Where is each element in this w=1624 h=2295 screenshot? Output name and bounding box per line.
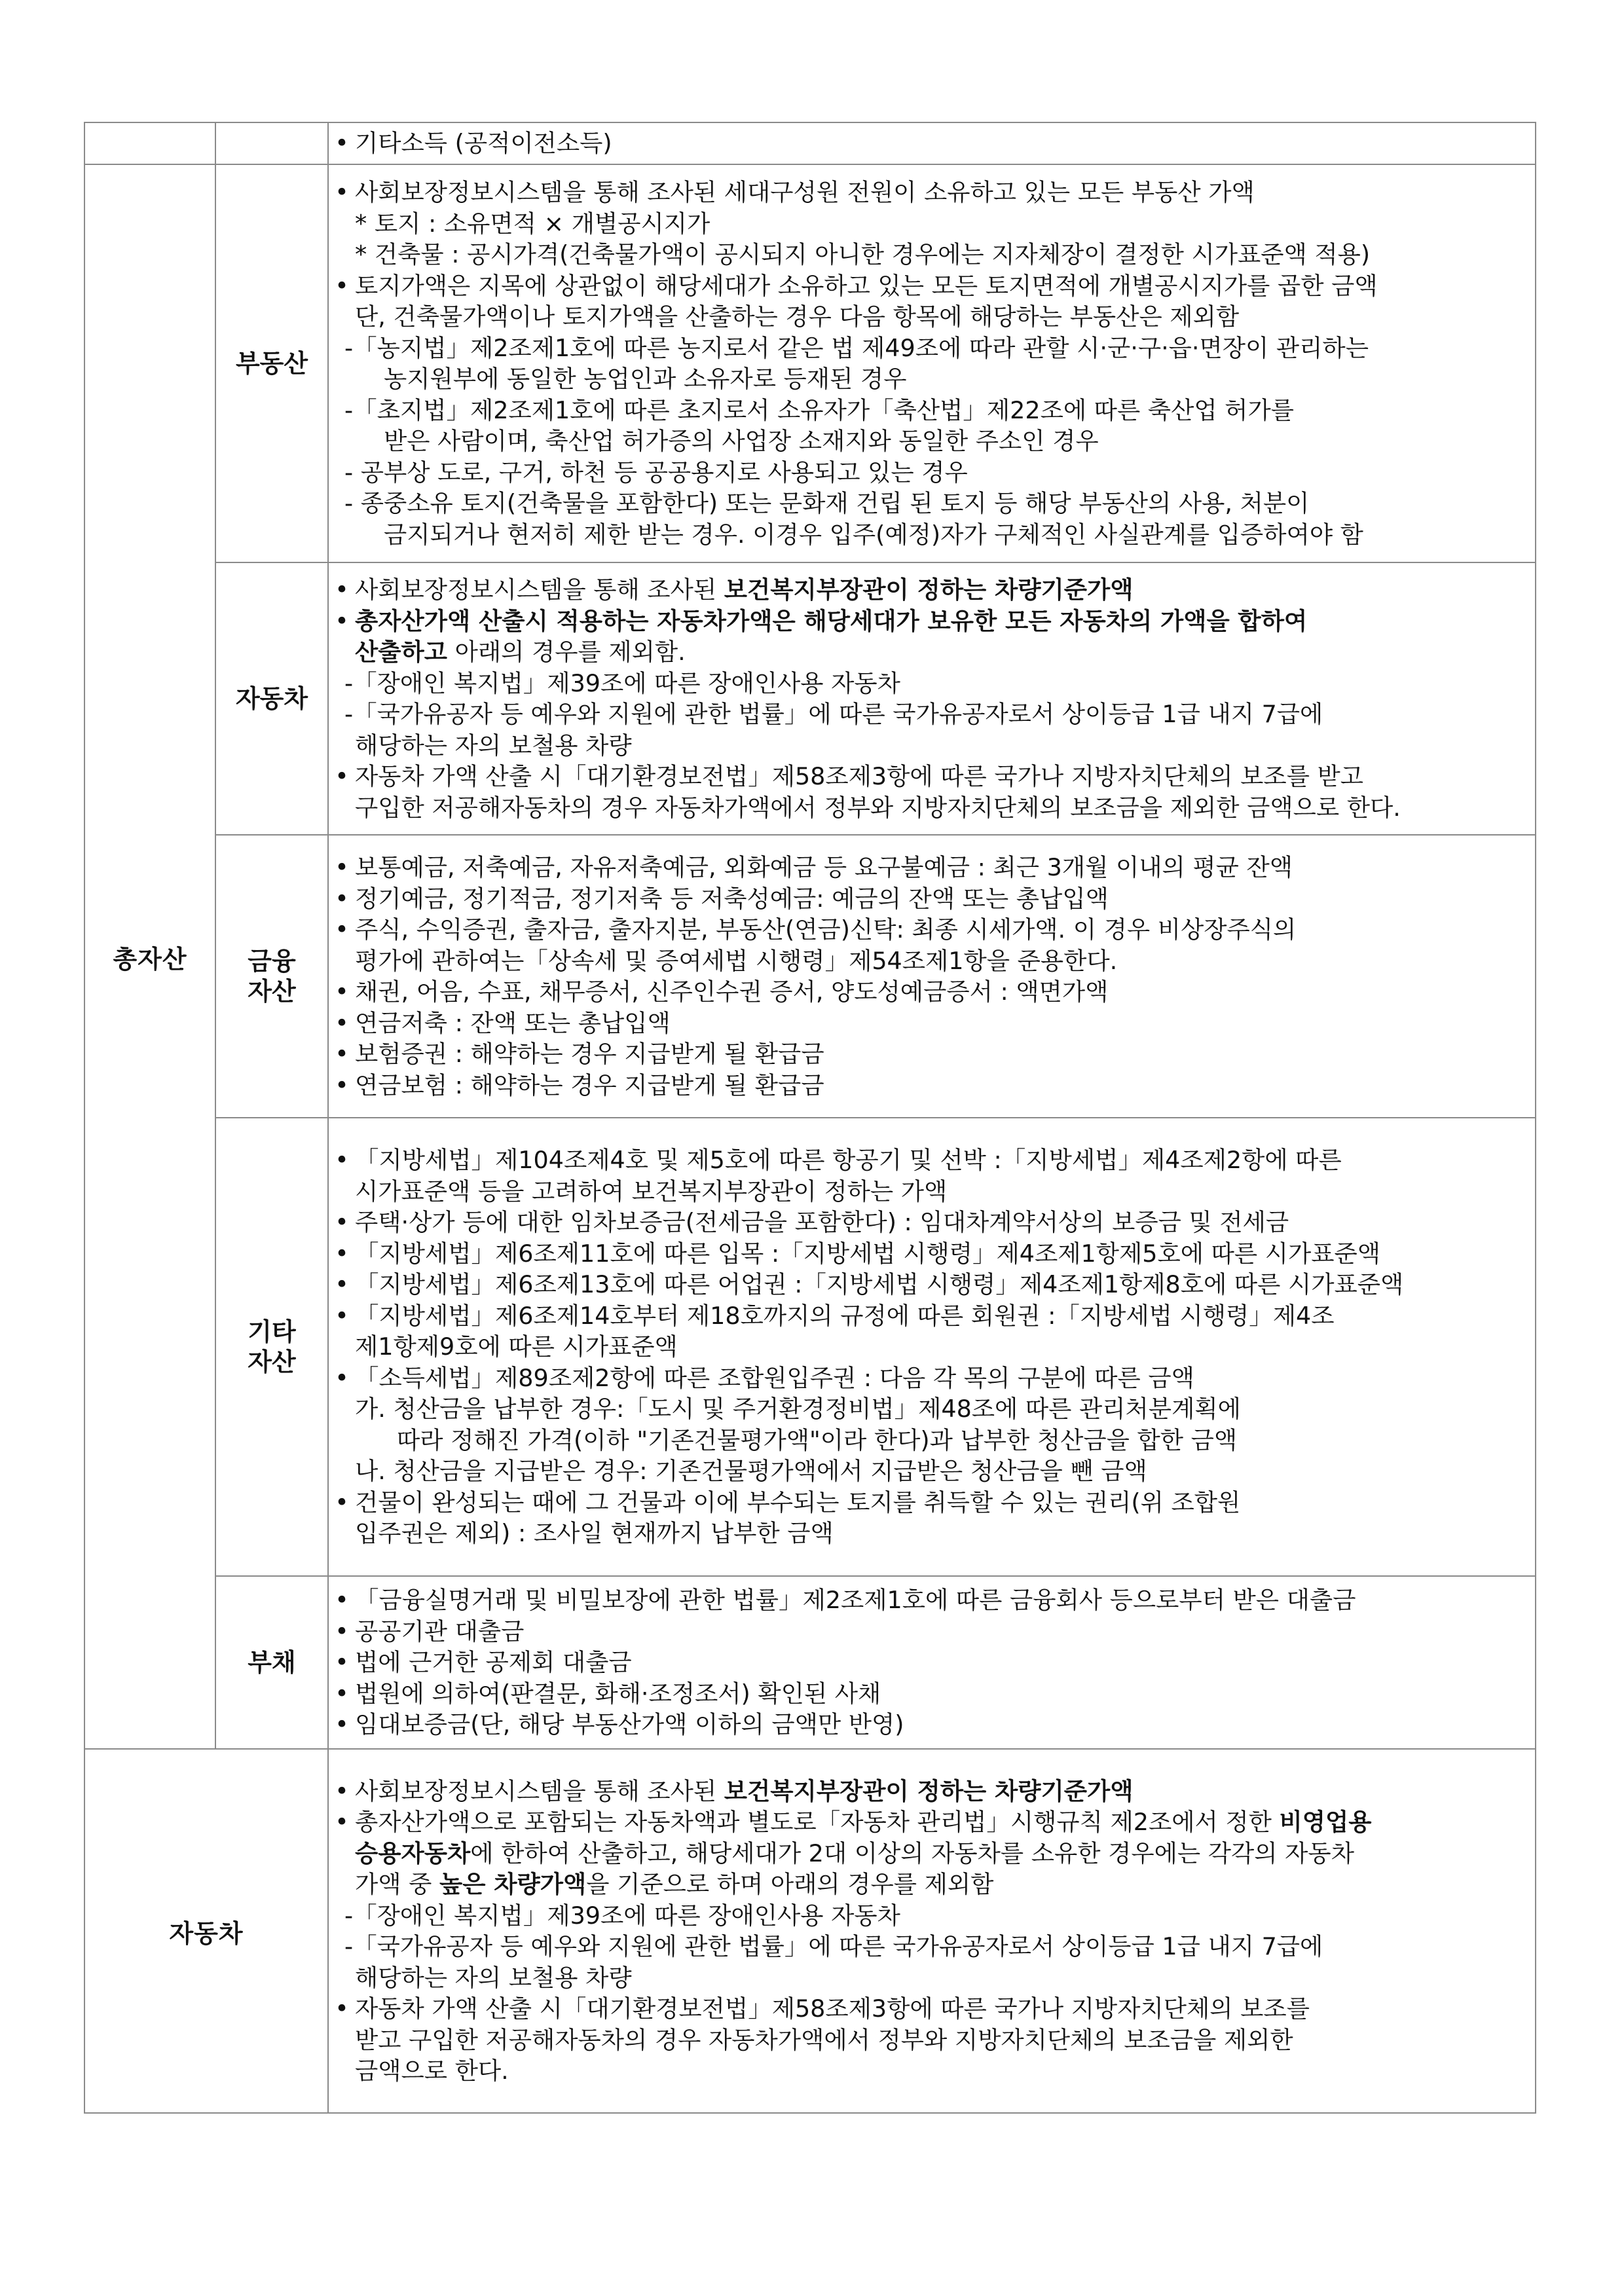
real-estate-content (328, 164, 1536, 562)
row-vehicle (84, 1749, 1536, 2113)
list-item: - 종중소유 토지(건축물을 포함한다) 또는 문화재 건립 된 토지 등 해당 부동산의 사용, 처분이 (344, 489, 1310, 517)
list-item: - 공부상 도로, 구거, 하천 등 공공용지로 사용되고 있는 경우 (344, 458, 968, 487)
list-item: 산출하고 아래의 경우를 제외함. (355, 638, 686, 666)
list-item: 받고 구입한 저공해자동차의 경우 자동차가액에서 정부와 지방자치단체의 보조금을 제외한 (355, 2025, 1293, 2054)
list-item: 금지되거나 현저히 제한 받는 경우. 이경우 입주(예정)자가 구체적인 사실관계를 입증하여야 함 (384, 520, 1363, 549)
list-item: 받은 사람이며, 축산업 허가증의 사업장 소재지와 동일한 주소인 경우 (384, 427, 1099, 455)
list-item: * 건축물 : 공시가격(건축물가액이 공시되지 아니한 경우에는 지자체장이 결정한 시가표준액 적용) (355, 240, 1371, 268)
list-item: • 건물이 완성되는 때에 그 건물과 이에 부수되는 토지를 취득할 수 있는 권리(위 조합원 (335, 1488, 1241, 1516)
list-item: 입주권은 제외) : 조사일 현재까지 납부한 금액 (355, 1519, 834, 1548)
vehicle-content (328, 1749, 1536, 2113)
list-item: • 총자산가액으로 포함되는 자동차액과 별도로「자동차 관리법」시행규칙 제2조에서 정한 비영업용 (335, 1808, 1372, 1836)
list-item: • 총자산가액 산출시 적용하는 자동차가액은 해당세대가 보유한 모든 자동차의 가액을 합하여 (335, 606, 1308, 635)
list-item: • 정기예금, 정기적금, 정기저축 등 저축성예금: 예금의 잔액 또는 총납입액 (335, 884, 1109, 913)
list-item: • 주택·상가 등에 대한 임차보증금(전세금을 포함한다) : 임대차계약서상의 보증금 및 전세금 (335, 1208, 1289, 1237)
list-item: 구입한 저공해자동차의 경우 자동차가액에서 정부와 지방자치단체의 보조금을 제외한 금액으로 한다. (355, 793, 1401, 822)
list-item: * 토지 : 소유면적 × 개별공시지가 (355, 209, 710, 238)
list-item: -「농지법」제2조제1호에 따른 농지로서 같은 법 제49조에 따라 관할 시·군·구·읍·면장이 관리하는 (344, 333, 1369, 362)
list-item: • 「소득세법」제89조제2항에 따른 조합원입주권 : 다음 각 목의 구분에 따른 금액 (335, 1363, 1194, 1392)
list-item: • 연금보험 : 해약하는 경우 지급받게 될 환급금 (335, 1071, 824, 1099)
list-item: -「장애인 복지법」제39조에 따른 장애인사용 자동차 (344, 669, 900, 697)
list-item: • 「지방세법」제6조제13호에 따른 어업권 :「지방세법 시행령」제4조제1항제8호에 따른 시가표준액 (335, 1270, 1404, 1299)
list-item: -「초지법」제2조제1호에 따른 초지로서 소유자가「축산법」제22조에 따른 축산업 허가를 (344, 395, 1294, 424)
list-item: -「장애인 복지법」제39조에 따른 장애인사용 자동차 (344, 1901, 900, 1930)
list-item: 시가표준액 등을 고려하여 보건복지부장관이 정하는 가액 (355, 1177, 948, 1205)
row-other-assets (84, 1118, 1536, 1576)
list-item: • 기타소득 (공적이전소득) (335, 129, 612, 158)
list-item: • 채권, 어음, 수표, 채무증서, 신주인수권 증서, 양도성예금증서 : 액면가액 (335, 978, 1109, 1006)
list-item: 가액 중 높은 차량가액을 기준으로 하며 아래의 경우를 제외함 (355, 1870, 994, 1898)
list-item: • 「지방세법」제104조제4호 및 제5호에 따른 항공기 및 선박 :「지방세법」제4조제2항에 따른 (335, 1146, 1342, 1175)
other-assets-label: 기타 자산 (215, 1118, 328, 1576)
list-item: • 「지방세법」제6조제11호에 따른 입목 :「지방세법 시행령」제4조제1항제5호에 따른 시가표준액 (335, 1239, 1381, 1268)
debt-content (328, 1576, 1536, 1749)
list-item: • 연금저축 : 잔액 또는 총납입액 (335, 1008, 671, 1037)
list-item: • 보험증권 : 해약하는 경우 지급받게 될 환급금 (335, 1040, 824, 1068)
other-assets-content (328, 1118, 1536, 1576)
other-income-content (328, 122, 1536, 164)
list-item: • 공공기관 대출금 (335, 1617, 525, 1645)
list-item: 금액으로 한다. (355, 2057, 509, 2085)
list-item: 단, 건축물가액이나 토지가액을 산출하는 경우 다음 항목에 해당하는 부동산은 제외함 (355, 303, 1240, 331)
list-item: • 법에 근거한 공제회 대출금 (335, 1648, 632, 1677)
empty-cell (215, 122, 328, 164)
list-item: 가. 청산금을 납부한 경우:「도시 및 주거환경정비법」제48조에 따른 관리처분계획에 (355, 1395, 1241, 1423)
list-item: • 자동차 가액 산출 시「대기환경보전법」제58조제3항에 따른 국가나 지방자치단체의 보조를 (335, 1994, 1310, 2023)
row-financial-assets (84, 835, 1536, 1118)
list-item: • 자동차 가액 산출 시「대기환경보전법」제58조제3항에 따른 국가나 지방자치단체의 보조를 받고 (335, 762, 1364, 790)
list-item: • 토지가액은 지목에 상관없이 해당세대가 소유하고 있는 모든 토지면적에 개별공시지가를 곱한 금액 (335, 271, 1378, 300)
list-item: • 「금융실명거래 및 비밀보장에 관한 법률」제2조제1호에 따른 금융회사 등으로부터 받은 대출금 (335, 1586, 1356, 1615)
list-item: 제1항제9호에 따른 시가표준액 (355, 1332, 678, 1361)
list-item: • 「지방세법」제6조제14호부터 제18호까지의 규정에 따른 회원권 :「지방세법 시행령」제4조 (335, 1301, 1335, 1330)
list-item: • 사회보장정보시스템을 통해 조사된 보건복지부장관이 정하는 차량기준가액 (335, 1776, 1134, 1805)
list-item: 해당하는 자의 보철용 차량 (355, 731, 632, 760)
list-item: 해당하는 자의 보철용 차량 (355, 1963, 632, 1992)
list-item: 농지원부에 동일한 농업인과 소유자로 등재된 경우 (384, 365, 907, 393)
list-item: • 임대보증금(단, 해당 부동산가액 이하의 금액만 반영) (335, 1710, 904, 1739)
list-item: 승용자동차에 한하여 산출하고, 해당세대가 2대 이상의 자동차를 소유한 경우에는 각각의 자동차 (355, 1839, 1354, 1867)
list-item: • 법원에 의하여(판결문, 화해·조정조서) 확인된 사채 (335, 1679, 881, 1708)
row-real-estate (84, 164, 1536, 562)
financial-assets-label: 금융 자산 (215, 835, 328, 1118)
list-item: 따라 정해진 가격(이하 "기존건물평가액"이라 한다)과 납부한 청산금을 합한 금액 (397, 1425, 1238, 1454)
list-item: 나. 청산금을 지급받은 경우: 기존건물평가액에서 지급받은 청산금을 뺀 금액 (355, 1457, 1147, 1486)
row-other-income (84, 122, 1536, 164)
list-item: • 주식, 수익증권, 출자금, 출자지분, 부동산(연금)신탁: 최종 시세가액. 이 경우 비상장주식의 (335, 915, 1297, 944)
car-label: 자동차 (215, 562, 328, 835)
row-car (84, 562, 1536, 835)
row-debt (84, 1576, 1536, 1749)
car-content (328, 562, 1536, 835)
list-item: -「국가유공자 등 예우와 지원에 관한 법률」에 따른 국가유공자로서 상이등급 1급 내지 7급에 (344, 1932, 1323, 1960)
empty-cell (84, 122, 215, 164)
financial-assets-content (328, 835, 1536, 1118)
criteria-table (84, 122, 1536, 2114)
list-item: 평가에 관하여는「상속세 및 증여세법 시행령」제54조제1항을 준용한다. (355, 946, 1118, 975)
list-item: • 보통예금, 저축예금, 자유저축예금, 외화예금 등 요구불예금 : 최근 3개월 이내의 평균 잔액 (335, 853, 1293, 881)
total-assets-label: 총자산 (84, 164, 215, 1749)
vehicle-label: 자동차 (84, 1749, 328, 2113)
real-estate-label: 부동산 (215, 164, 328, 562)
debt-label: 부채 (215, 1576, 328, 1749)
list-item: -「국가유공자 등 예우와 지원에 관한 법률」에 따른 국가유공자로서 상이등급 1급 내지 7급에 (344, 700, 1323, 728)
list-item: • 사회보장정보시스템을 통해 조사된 보건복지부장관이 정하는 차량기준가액 (335, 576, 1134, 604)
list-item: • 사회보장정보시스템을 통해 조사된 세대구성원 전원이 소유하고 있는 모든 부동산 가액 (335, 178, 1255, 206)
